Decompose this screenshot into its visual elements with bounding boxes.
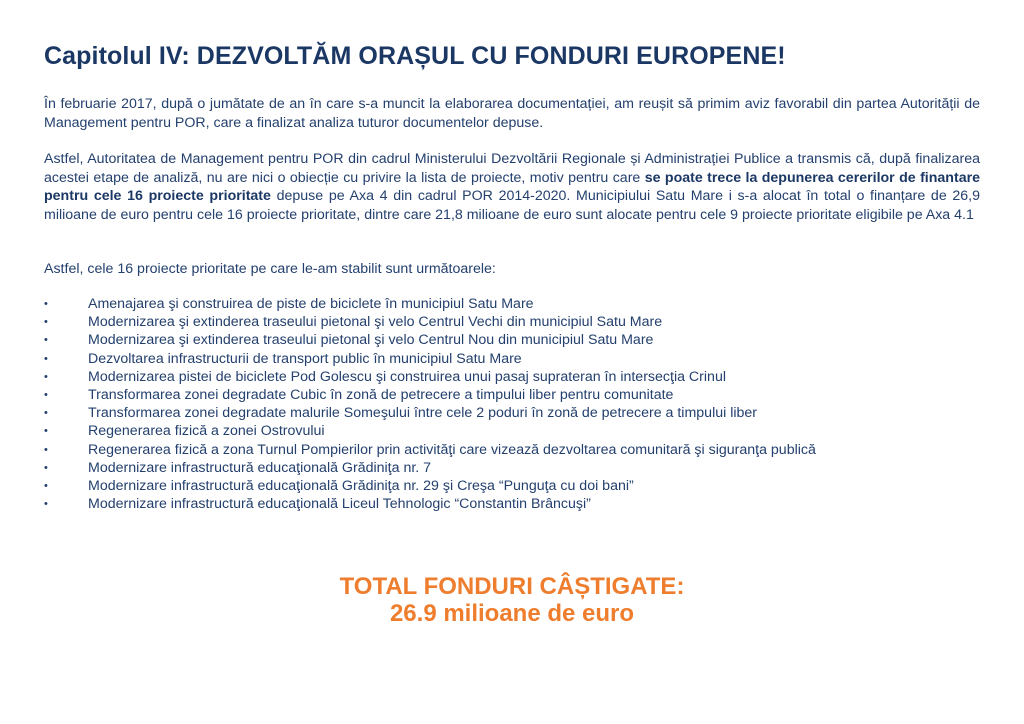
bullet-icon: • — [44, 479, 48, 492]
bullet-icon: • — [44, 498, 48, 511]
bullet-icon: • — [44, 334, 48, 347]
project-label: Transformarea zonei degradate malurile Someşului între cele 2 poduri în zonă de petrecere a timpului liber — [88, 405, 758, 422]
list-item — [44, 459, 984, 477]
list-item — [44, 313, 984, 331]
bullet-icon: • — [44, 298, 48, 310]
bullet-icon: • — [44, 370, 48, 383]
total-funds-amount: 26.9 milioane de euro — [389, 600, 635, 627]
list-item — [44, 350, 984, 368]
project-label: Modernizare infrastructură educaţională Grădiniţa nr. 29 şi Creşa “Punguţa cu doi bani” — [88, 477, 634, 494]
bullet-icon: • — [44, 461, 48, 474]
project-label: Amenajarea şi construirea de piste de biciclete în municipiul Satu Mare — [88, 296, 534, 312]
project-label: Dezvoltarea infrastructurii de transport public în municipiul Satu Mare — [88, 350, 522, 367]
project-label: Modernizarea pistei de biciclete Pod Golescu şi construirea unui pasaj suprateran în intersecţia Crinul — [88, 368, 726, 385]
project-list — [44, 295, 984, 513]
list-item — [44, 404, 984, 422]
project-label: Regenerarea fizică a zona Turnul Pompierilor prin activităţi care vizează dezvoltarea comunitară şi siguranţa publică — [88, 441, 816, 458]
list-item — [44, 368, 984, 386]
authority-paragraph — [44, 150, 980, 224]
list-item — [44, 295, 984, 313]
bullet-icon: • — [44, 425, 48, 438]
bullet-icon: • — [44, 316, 48, 329]
list-item — [44, 386, 984, 404]
projects-intro: Astfel, cele 16 proiecte prioritate pe care le-am stabilit sunt următoarele: — [44, 261, 496, 277]
bullet-icon: • — [44, 388, 48, 401]
intro-paragraph: În februarie 2017, după o jumătate de an în care s-a muncit la elaborarea documentației, am reușit să primim aviz favorabil din partea Autorității de Management pentru POR, care a finalizat analiza tuturor documentelor depuse. — [44, 96, 980, 131]
project-label: Transformarea zonei degradate Cubic în zonă de petrecere a timpului liber pentru comunitate — [88, 386, 674, 403]
authority-text-start: Astfel, Autoritatea de Management pentru POR din cadrul Ministerului Dezvoltării Regionale și Administrației Publice a transmis că, după finalizarea acestei etape de analiză, nu are nici o obiecție cu privire la lista de proiecte, motiv pentru care — [44, 151, 980, 186]
list-item — [44, 495, 984, 513]
list-item — [44, 422, 984, 440]
bullet-icon: • — [44, 352, 48, 365]
total-funds-heading: TOTAL FONDURI CÂȘTIGATE: — [339, 573, 685, 600]
list-item — [44, 441, 984, 459]
authority-text-end: depuse pe Axa 4 din cadrul POR 2014-2020. Municipiului Satu Mare i s-a alocat în total o finanțare de 26,9 milioane de euro pentru cele 16 proiecte prioritate, dintre care 21,8 milioane de euro sunt alocate pentru cele 9 proiecte prioritate eligibile pe Axa 4.1 — [44, 188, 980, 223]
project-label: Modernizare infrastructură educaţională Grădiniţa nr. 7 — [88, 459, 432, 476]
total-funds-callout — [0, 573, 1024, 627]
project-label: Modernizarea şi extinderea traseului pietonal şi velo Centrul Vechi din municipiul Satu Mare — [88, 314, 663, 331]
project-label: Modernizare infrastructură educaţională Liceul Tehnologic “Constantin Brâncuşi” — [88, 496, 591, 513]
list-item — [44, 477, 984, 495]
bullet-icon: • — [44, 407, 48, 420]
project-label: Modernizarea şi extinderea traseului pietonal şi velo Centrul Nou din municipiul Satu Mare — [88, 332, 654, 349]
authority-text-highlight: se poate trece la depunerea cererilor de finantare pentru cele 16 proiecte prioritate — [44, 169, 980, 204]
bullet-icon: • — [44, 443, 48, 456]
chapter-title: Capitolul IV: DEZVOLTĂM ORAȘUL CU FONDURI EUROPENE! — [44, 42, 786, 70]
list-item — [44, 331, 984, 349]
project-label: Regenerarea fizică a zonei Ostrovului — [88, 423, 325, 440]
